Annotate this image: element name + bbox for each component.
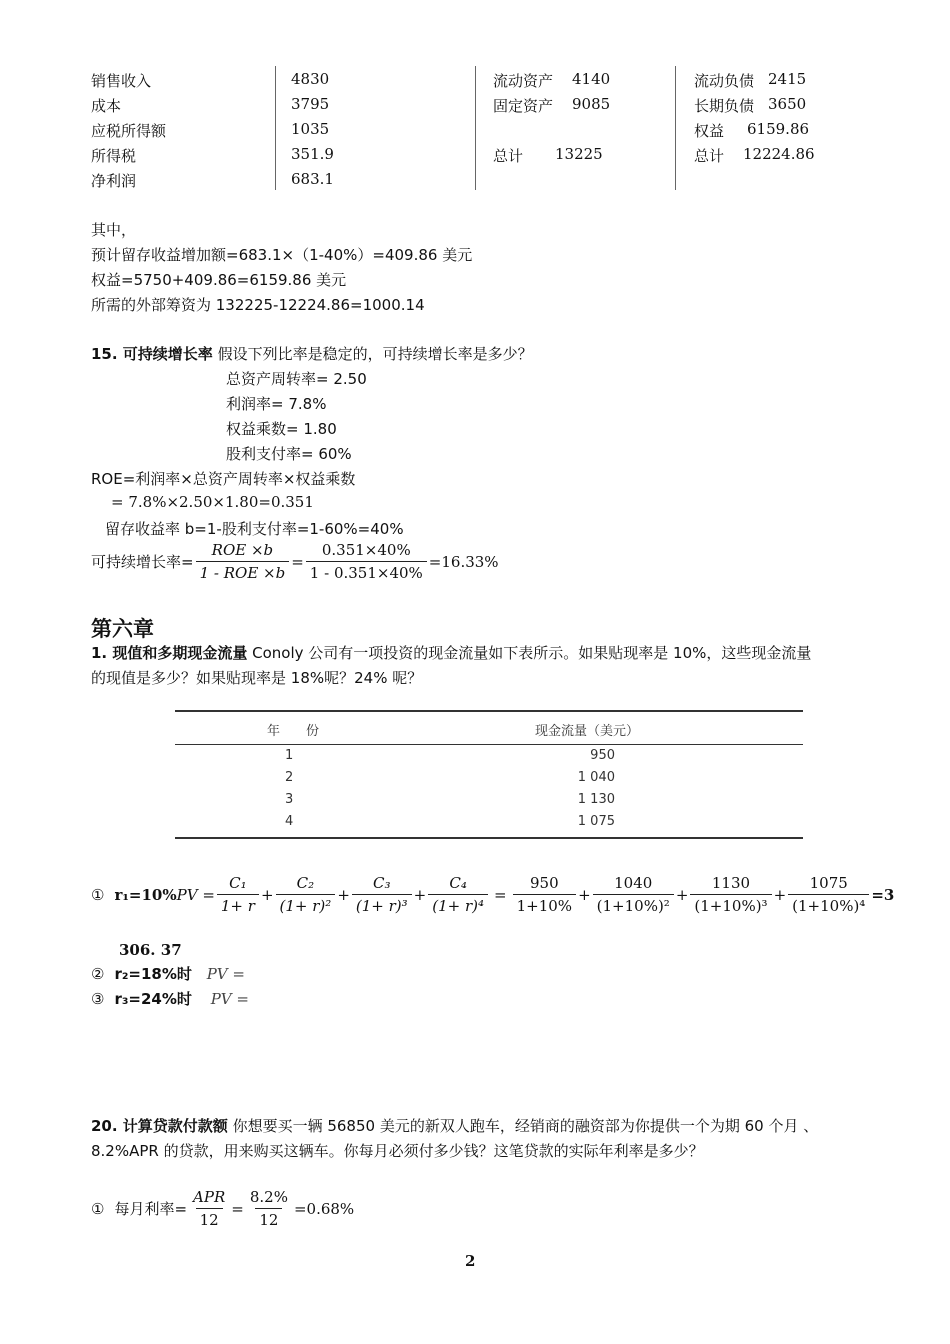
- income-value: 351.9: [291, 145, 334, 163]
- cashflow-cell: 1 130: [577, 792, 615, 807]
- q20-text-2: 8.2%APR 的贷款，用来购买这辆车。你每月必须付多少钱？这笔贷款的实际年利率是多少？: [91, 1142, 704, 1160]
- equity-value: 6159.86: [747, 120, 810, 138]
- ratio-item: 利润率= 7.8%: [226, 395, 327, 413]
- sgr-denominator: 1 - ROE ×b: [196, 561, 290, 582]
- rate-label: r₂=18%时: [114, 965, 192, 983]
- notes-line: 预计留存收益增加额=683.1×（1-40%）=409.86 美元: [91, 246, 473, 264]
- equity-label: 权益: [694, 122, 725, 140]
- cashflow-table: [175, 710, 803, 839]
- rate-fraction-values: $\frac{8.2\%}{12}$: [249, 1188, 288, 1229]
- page-number: 2: [465, 1252, 476, 1270]
- chapter-heading: 第六章: [91, 617, 154, 641]
- table-header: [175, 712, 803, 744]
- pv-term: $\frac{\text{C₁}}{1+ r}$: [217, 874, 259, 915]
- rate-fraction: $\frac{\text{APR}}{12}$: [193, 1188, 226, 1229]
- monthly-rate-label: 每月利率=: [114, 1200, 188, 1218]
- income-value: 1035: [291, 120, 330, 138]
- divider: [675, 66, 676, 190]
- answer-marker: ③: [91, 990, 105, 1008]
- roe-formula: ROE=利润率×总资产周转率×权益乘数: [91, 470, 356, 488]
- year-cell: 3: [285, 792, 294, 807]
- asset-value: 9085: [572, 95, 611, 113]
- pv-value-term: $\frac{1075}{\text{(1+10\%)⁴}}$: [788, 874, 869, 915]
- income-value: 3795: [291, 95, 330, 113]
- income-value: 683.1: [291, 170, 334, 188]
- sgr-formula: 可持续增长率= $\frac{\text{ROE ×b}}{\text{1 - ROE ×b}}$ = $\frac{0.351\times 40\%}{1 - 0.351\times 40\%}$ =16.33%: [91, 541, 499, 582]
- ratio-item: 股利支付率= 60%: [226, 445, 352, 463]
- liability-total-label: 总计: [694, 147, 725, 165]
- table-row: [175, 767, 803, 789]
- asset-total-value: 13225: [555, 145, 603, 163]
- cashflow-cell: 1 075: [577, 814, 615, 829]
- ratio-item: 总资产周转率= 2.50: [226, 370, 367, 388]
- pv-formula-18: [91, 963, 245, 984]
- divider: [475, 66, 476, 190]
- asset-value: 4140: [572, 70, 611, 88]
- q1-question: [91, 642, 811, 663]
- q15-question: [91, 343, 533, 364]
- monthly-rate-result: =0.68%: [293, 1199, 355, 1218]
- answer-marker: ②: [91, 965, 105, 983]
- liability-label: 流动负债: [694, 72, 755, 90]
- income-label: 成本: [91, 97, 122, 115]
- monthly-rate-formula: ① 每月利率= $\frac{\text{APR}}{12}$ = $\frac{8.2\%}{12}$ =0.68%: [91, 1188, 355, 1229]
- divider: [275, 66, 276, 190]
- pv-result-start: =3: [871, 885, 895, 904]
- table-row: [175, 745, 803, 767]
- rate-label: r₃=24%时: [114, 990, 192, 1008]
- pv-symbol: PV =: [206, 965, 245, 983]
- roe-value: = 7.8%×2.50×1.80=0.351: [111, 493, 314, 511]
- notes-line: 权益=5750+409.86=6159.86 美元: [91, 271, 347, 289]
- rate-label: r₁=10%: [114, 885, 177, 904]
- q20-title: 20. 计算贷款付款额: [91, 1117, 228, 1135]
- pv-term: $\frac{\text{C₂}}{\text{(1+ r)²}}$: [276, 874, 336, 915]
- asset-label: 流动资产: [493, 72, 554, 90]
- answer-marker: ①: [91, 1199, 105, 1218]
- pv-symbol: PV =: [210, 990, 249, 1008]
- liability-total-value: 12224.86: [743, 145, 815, 163]
- sgr-denominator-values: 1 - 0.351×40%: [306, 561, 427, 582]
- q1-text-2: 的现值是多少？如果贴现率是 18%呢？24% 呢？: [91, 669, 423, 687]
- asset-label: 固定资产: [493, 97, 554, 115]
- pv-formula-24: [91, 988, 249, 1009]
- cashflow-cell: 950: [590, 748, 615, 763]
- liability-value: 2415: [768, 70, 807, 88]
- pv-formula-10: ① r₁=10% PV = $\frac{\text{C₁}}{1+ r}$ + $\frac{\text{C₂}}{\text{(1+ r)²}}$ + $\frac{\text{C₃}}{\text{(1+ r)³}}$ + $\frac{\text{C₄}}{\text{(1+ r)⁴}}$ = $\frac{950}{1+10\%}$ + $\frac{1040}{\text{(1+10\%)²}}$ + $\frac{1130}{\text{(1+10\%)³}}$ + $\frac{1075}{\text{(1+10\%)⁴}}$ =3: [91, 874, 895, 915]
- answer-marker: ①: [91, 885, 105, 904]
- cashflow-cell: 1 040: [577, 770, 615, 785]
- year-cell: 4: [285, 814, 294, 829]
- q20-text: 你想要买一辆 56850 美元的新双人跑车，经销商的融资部为你提供一个为期 60 个月 、: [227, 1117, 819, 1135]
- asset-total-label: 总计: [493, 147, 524, 165]
- notes-line: 其中，: [91, 221, 137, 239]
- sgr-fraction: [196, 541, 290, 582]
- income-value: 4830: [291, 70, 330, 88]
- table-row: [175, 789, 803, 811]
- q20-question: [91, 1115, 818, 1136]
- retention-ratio: 留存收益率 b=1-股利支付率=1-60%=40%: [105, 520, 404, 538]
- income-label: 销售收入: [91, 72, 152, 90]
- table-row: [175, 811, 803, 833]
- column-header-cashflow: 现金流量（美元）: [535, 724, 640, 739]
- ratio-item: 权益乘数= 1.80: [226, 420, 337, 438]
- pv-value-term: $\frac{950}{1+10\%}$: [513, 874, 576, 915]
- sgr-numerator: ROE ×b: [211, 541, 274, 559]
- income-label: 应税所得额: [91, 122, 167, 140]
- liability-label: 长期负债: [694, 97, 755, 115]
- liability-value: 3650: [768, 95, 807, 113]
- q15-title: 15. 可持续增长率: [91, 345, 213, 363]
- pv-term: $\frac{\text{C₃}}{\text{(1+ r)³}}$: [352, 874, 412, 915]
- income-label: 所得税: [91, 147, 137, 165]
- pv-symbol: PV =: [176, 885, 215, 904]
- income-label: 净利润: [91, 172, 137, 190]
- q15-text: 假设下列比率是稳定的，可持续增长率是多少？: [212, 345, 533, 363]
- pv-value-term: $\frac{1040}{\text{(1+10\%)²}}$: [593, 874, 674, 915]
- q1-title: 1. 现值和多期现金流量: [91, 644, 248, 662]
- pv-term: $\frac{\text{C₄}}{\text{(1+ r)⁴}}$: [428, 874, 488, 915]
- pv-value-term: $\frac{1130}{\text{(1+10\%)³}}$: [690, 874, 771, 915]
- sgr-numerator-values: 0.351×40%: [321, 541, 411, 559]
- sgr-label: 可持续增长率=: [91, 553, 194, 571]
- sgr-result: =16.33%: [428, 552, 499, 571]
- notes-line: 所需的外部筹资为 132225-12224.86=1000.14: [91, 296, 425, 314]
- sgr-fraction-values: [306, 541, 427, 582]
- column-header-year: 年 份: [267, 724, 320, 739]
- pv-result-end: 306. 37: [119, 941, 182, 959]
- q1-text: Conoly 公司有一项投资的现金流量如下表所示。如果贴现率是 10%，这些现金流量: [247, 644, 812, 662]
- year-cell: 1: [285, 748, 294, 763]
- year-cell: 2: [285, 770, 294, 785]
